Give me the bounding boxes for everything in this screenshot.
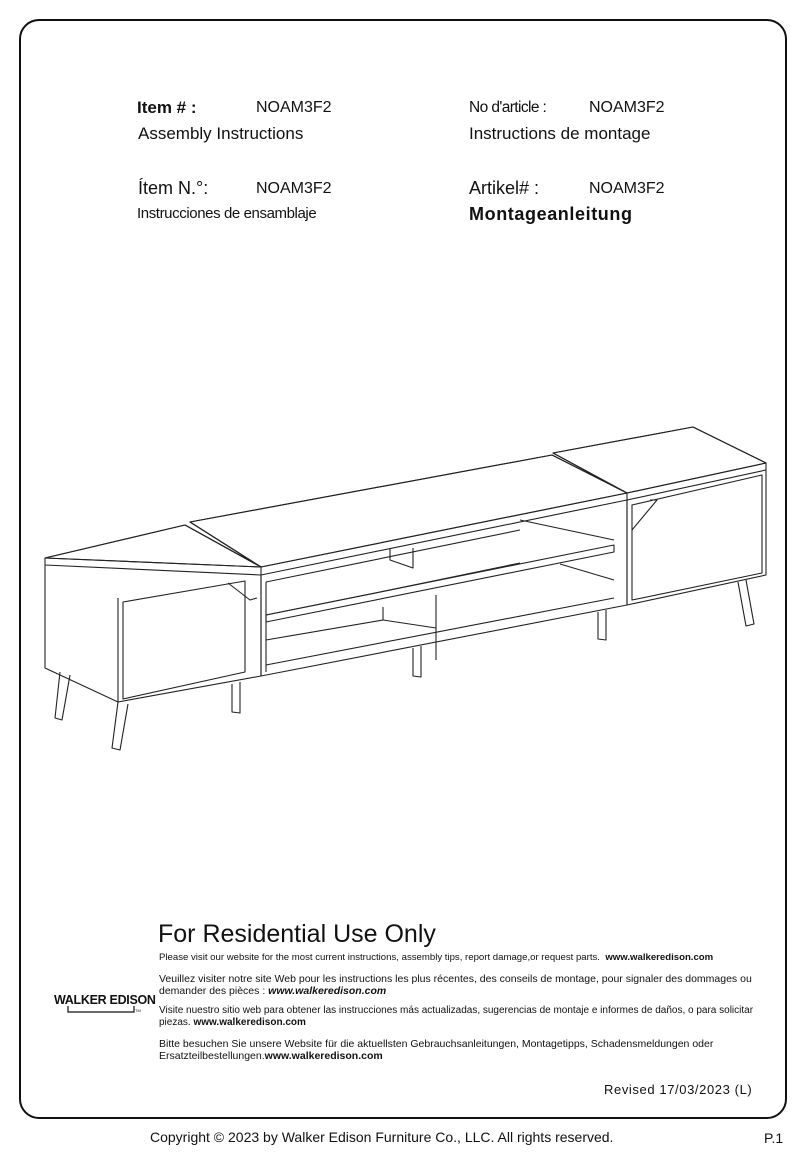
- title-de: Montageanleitung: [469, 204, 633, 224]
- title-es: Instrucciones de ensamblaje: [137, 205, 317, 222]
- revision-date: Revised 17/03/2023 (L): [604, 1082, 753, 1097]
- item-label-fr: No d'article :: [469, 99, 547, 116]
- notice-en: [159, 952, 766, 964]
- trademark-mark: TM: [135, 1008, 141, 1013]
- residential-use-title: For Residential Use Only: [158, 920, 436, 948]
- notice-fr-link[interactable]: www.walkeredison.com: [268, 985, 387, 997]
- notice-fr-text: Veuillez visiter notre site Web pour les instructions les plus récentes, des conseils de montage, pour signaler des dommages ou demander des pièces :: [159, 973, 752, 997]
- item-label-de: Artikel# :: [469, 178, 540, 198]
- notice-fr: [159, 973, 766, 997]
- copyright-notice: Copyright © 2023 by Walker Edison Furniture Co., LLC. All rights reserved.: [150, 1129, 614, 1145]
- item-value-fr: NOAM3F2: [589, 99, 665, 116]
- notice-es-link[interactable]: www.walkeredison.com: [193, 1017, 306, 1028]
- notice-de-text: Bitte besuchen Sie unsere Website für die aktuellsten Gebrauchsanleitungen, Montagetipps, Schadensmeldungen oder Ersatzteilbestellungen.: [159, 1038, 714, 1062]
- title-fr: Instructions de montage: [469, 124, 651, 143]
- notice-es-text: Visite nuestro sitio web para obtener las instrucciones más actualizadas, sugerencias de montaje e informes de daños, o para solicitar piezas.: [159, 1005, 754, 1028]
- item-label-en: Item # :: [137, 98, 197, 117]
- item-value-de: NOAM3F2: [589, 180, 665, 197]
- item-value-es: NOAM3F2: [256, 180, 332, 197]
- logo-text: WALKER EDISON: [54, 993, 156, 1007]
- item-label-es: Ítem N.°:: [138, 178, 209, 198]
- notice-en-link[interactable]: www.walkeredison.com: [605, 952, 714, 963]
- item-value-en: NOAM3F2: [256, 99, 332, 116]
- page-number: P.1: [764, 1130, 784, 1146]
- notice-es: [159, 1005, 766, 1029]
- title-en: Assembly Instructions: [138, 124, 304, 143]
- notice-de: [159, 1038, 766, 1062]
- notice-en-text: Please visit our website for the most current instructions, assembly tips, report damage,or request parts.: [159, 952, 600, 963]
- notice-de-link[interactable]: www.walkeredison.com: [264, 1050, 383, 1062]
